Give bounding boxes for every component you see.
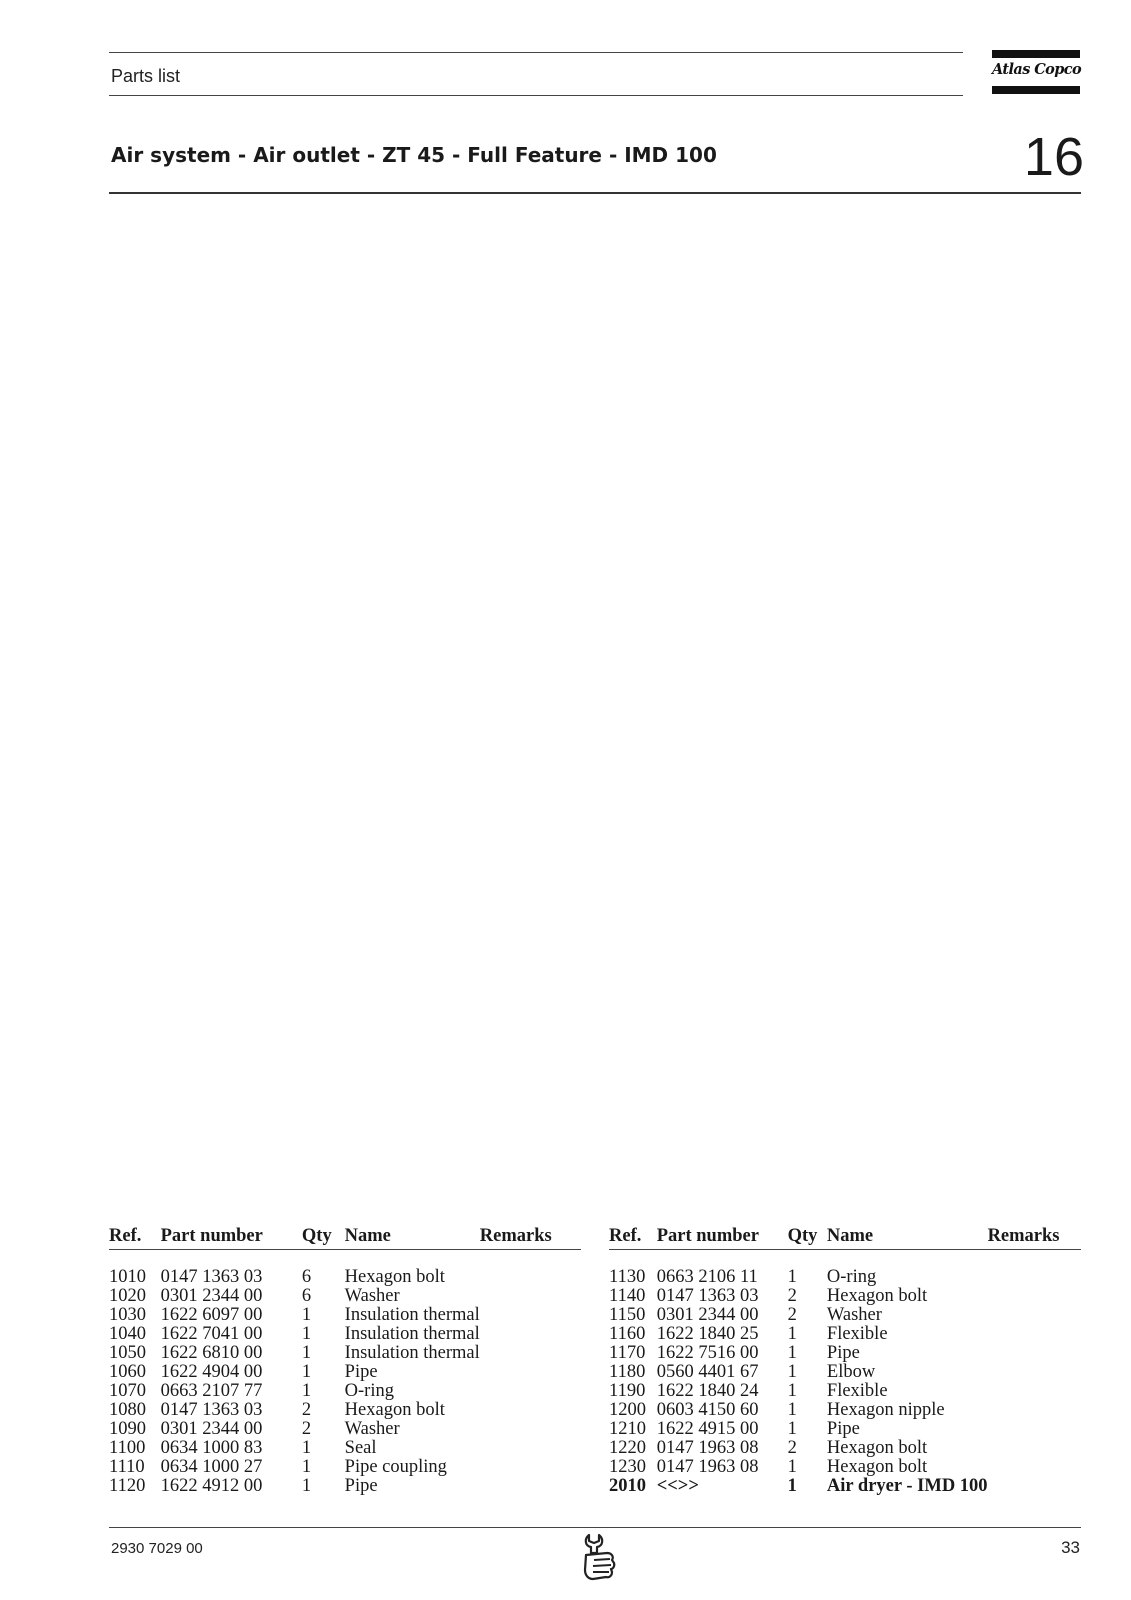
page-number: 33	[1061, 1538, 1080, 1557]
table-row	[609, 1401, 1081, 1420]
cell-ref: 1210	[609, 1419, 646, 1439]
table-row	[109, 1344, 581, 1363]
cell-remarks	[480, 1363, 581, 1382]
cell-remarks	[988, 1401, 1081, 1420]
cell-name: Flexible	[826, 1324, 888, 1344]
table-row	[609, 1344, 1081, 1363]
parts-table-left	[109, 1225, 581, 1496]
cell-ref: 1090	[109, 1419, 146, 1439]
table-row	[609, 1420, 1081, 1439]
table-row	[109, 1306, 581, 1325]
cell-remarks	[988, 1420, 1081, 1439]
parts-table-left-body	[109, 1250, 581, 1497]
cell-part-number: 0147 1963 08	[656, 1438, 759, 1458]
cell-remarks	[480, 1439, 581, 1458]
cell-ref: 1200	[609, 1400, 646, 1420]
table-row	[109, 1250, 581, 1288]
cell-part-number: 0663 2107 77	[160, 1381, 263, 1401]
table-header-row	[609, 1225, 1081, 1250]
logo-bottom-bar	[992, 86, 1080, 94]
cell-remarks	[480, 1382, 581, 1401]
cell-qty: 2	[787, 1286, 797, 1306]
cell-name: Insulation thermal	[344, 1343, 480, 1363]
cell-ref: 1080	[109, 1400, 146, 1420]
cell-qty: 1	[301, 1343, 312, 1363]
cell-part-number: <<>>	[656, 1476, 699, 1496]
cell-part-number: 1622 1840 24	[656, 1381, 759, 1401]
cell-remarks	[480, 1306, 581, 1325]
cell-remarks	[988, 1287, 1081, 1306]
section-number: 16	[1023, 127, 1084, 187]
logo-wordmark: Atlas Copco	[992, 61, 1082, 78]
document-number: 2930 7029 00	[111, 1540, 203, 1557]
cell-name: O-ring	[826, 1267, 877, 1287]
table-row	[609, 1477, 1081, 1496]
cell-part-number: 0634 1000 27	[160, 1457, 263, 1477]
cell-ref: 1040	[109, 1324, 146, 1344]
column-header-part-number: Part number	[657, 1225, 788, 1250]
cell-remarks	[480, 1420, 581, 1439]
table-row	[609, 1439, 1081, 1458]
cell-ref: 2010	[609, 1476, 646, 1496]
cell-part-number: 0147 1963 08	[656, 1457, 759, 1477]
title-rule	[109, 192, 1081, 194]
cell-ref: 1100	[109, 1438, 146, 1458]
table-row	[609, 1250, 1081, 1288]
cell-ref: 1170	[609, 1343, 646, 1363]
section-label: Parts list	[111, 66, 181, 86]
table-header-row	[109, 1225, 581, 1250]
cell-remarks	[480, 1344, 581, 1363]
table-row	[109, 1325, 581, 1344]
cell-part-number: 0634 1000 83	[160, 1438, 263, 1458]
cell-ref: 1160	[609, 1324, 646, 1344]
column-header-qty: Qty	[302, 1225, 345, 1250]
cell-ref: 1130	[609, 1267, 646, 1287]
cell-ref: 1030	[109, 1305, 146, 1325]
cell-name: Elbow	[826, 1362, 876, 1382]
cell-qty: 1	[301, 1438, 312, 1458]
cell-qty: 2	[301, 1419, 312, 1439]
cell-ref: 1220	[609, 1438, 646, 1458]
cell-ref: 1070	[109, 1381, 146, 1401]
cell-qty: 1	[301, 1362, 312, 1382]
cell-part-number: 1622 1840 25	[656, 1324, 759, 1344]
cell-remarks	[988, 1439, 1081, 1458]
cell-remarks	[480, 1325, 581, 1344]
cell-remarks	[988, 1363, 1081, 1382]
cell-ref: 1120	[109, 1476, 146, 1496]
cell-qty: 2	[787, 1305, 797, 1325]
cell-name: Hexagon bolt	[344, 1400, 445, 1420]
cell-qty: 2	[787, 1438, 797, 1458]
cell-ref: 1140	[609, 1286, 646, 1306]
cell-remarks	[988, 1250, 1081, 1288]
cell-name: Pipe	[344, 1362, 378, 1382]
cell-qty: 1	[787, 1419, 797, 1439]
cell-qty: 1	[301, 1457, 312, 1477]
cell-remarks	[480, 1477, 581, 1496]
cell-part-number: 1622 7516 00	[656, 1343, 759, 1363]
drawing-area	[109, 200, 1081, 1210]
cell-name: Hexagon bolt	[344, 1267, 445, 1287]
column-header-remarks: Remarks	[480, 1225, 581, 1250]
logo-top-bar	[992, 50, 1080, 58]
column-header-name: Name	[827, 1225, 988, 1250]
cell-name: Insulation thermal	[344, 1305, 480, 1325]
cell-name: Air dryer - IMD 100	[826, 1476, 988, 1496]
cell-part-number: 0301 2344 00	[160, 1419, 263, 1439]
table-row	[609, 1306, 1081, 1325]
table-row	[609, 1363, 1081, 1382]
parts-table-right-body	[609, 1250, 1081, 1497]
table-row	[109, 1401, 581, 1420]
cell-part-number: 0147 1363 03	[160, 1267, 263, 1287]
cell-name: Pipe coupling	[344, 1457, 447, 1477]
column-header-name: Name	[345, 1225, 480, 1250]
table-row	[109, 1477, 581, 1496]
table-row	[109, 1382, 581, 1401]
cell-part-number: 1622 6810 00	[160, 1343, 263, 1363]
cell-ref: 1180	[609, 1362, 646, 1382]
cell-name: Washer	[826, 1305, 882, 1325]
cell-remarks	[988, 1458, 1081, 1477]
cell-name: Washer	[344, 1419, 400, 1439]
table-row	[109, 1458, 581, 1477]
cell-part-number: 0147 1363 03	[656, 1286, 759, 1306]
header-bottom-rule	[109, 95, 963, 96]
cell-part-number: 0147 1363 03	[160, 1400, 263, 1420]
table-row	[609, 1325, 1081, 1344]
cell-part-number: 1622 4915 00	[656, 1419, 759, 1439]
cell-qty: 6	[301, 1286, 312, 1306]
cell-part-number: 0301 2344 00	[160, 1286, 263, 1306]
cell-ref: 1010	[109, 1267, 146, 1287]
service-wrench-hand-icon	[581, 1533, 617, 1581]
column-header-remarks: Remarks	[988, 1225, 1081, 1250]
cell-ref: 1150	[609, 1305, 646, 1325]
cell-name: Insulation thermal	[344, 1324, 480, 1344]
cell-qty: 1	[787, 1476, 797, 1496]
cell-qty: 1	[787, 1381, 797, 1401]
header-top-rule	[109, 52, 963, 53]
cell-qty: 1	[787, 1343, 797, 1363]
cell-qty: 6	[301, 1267, 312, 1287]
cell-part-number: 1622 4904 00	[160, 1362, 263, 1382]
cell-qty: 1	[301, 1381, 312, 1401]
parts-table-right	[609, 1225, 1081, 1496]
cell-name: O-ring	[344, 1381, 394, 1401]
footer-rule	[109, 1527, 1081, 1528]
cell-qty: 1	[301, 1324, 312, 1344]
cell-remarks	[480, 1401, 581, 1420]
cell-ref: 1110	[109, 1457, 145, 1477]
cell-qty: 1	[787, 1400, 797, 1420]
cell-part-number: 0603 4150 60	[656, 1400, 759, 1420]
cell-qty: 1	[787, 1457, 797, 1477]
column-header-ref: Ref.	[609, 1225, 657, 1250]
cell-part-number: 0663 2106 11	[656, 1267, 758, 1287]
cell-ref: 1060	[109, 1362, 146, 1382]
cell-part-number: 1622 6097 00	[160, 1305, 263, 1325]
cell-qty: 1	[301, 1476, 312, 1496]
cell-remarks	[988, 1382, 1081, 1401]
cell-remarks	[988, 1477, 1081, 1496]
cell-qty: 2	[301, 1400, 312, 1420]
cell-remarks	[480, 1458, 581, 1477]
cell-ref: 1230	[609, 1457, 646, 1477]
cell-qty: 1	[787, 1267, 797, 1287]
cell-part-number: 1622 7041 00	[160, 1324, 263, 1344]
cell-ref: 1050	[109, 1343, 146, 1363]
cell-name: Washer	[344, 1286, 400, 1306]
cell-ref: 1020	[109, 1286, 146, 1306]
cell-name: Hexagon bolt	[826, 1286, 928, 1306]
cell-remarks	[988, 1344, 1081, 1363]
cell-remarks	[480, 1250, 581, 1288]
cell-name: Seal	[344, 1438, 377, 1458]
table-row	[109, 1439, 581, 1458]
cell-part-number: 1622 4912 00	[160, 1476, 263, 1496]
cell-part-number: 0560 4401 67	[656, 1362, 759, 1382]
column-header-qty: Qty	[788, 1225, 827, 1250]
cell-name: Hexagon bolt	[826, 1438, 928, 1458]
cell-remarks	[480, 1287, 581, 1306]
cell-name: Hexagon nipple	[826, 1400, 945, 1420]
table-row	[609, 1287, 1081, 1306]
cell-remarks	[988, 1325, 1081, 1344]
table-row	[109, 1287, 581, 1306]
cell-remarks	[988, 1306, 1081, 1325]
cell-name: Hexagon bolt	[826, 1457, 928, 1477]
table-row	[109, 1363, 581, 1382]
cell-name: Pipe	[826, 1419, 860, 1439]
column-header-part-number: Part number	[161, 1225, 302, 1250]
cell-part-number: 0301 2344 00	[656, 1305, 759, 1325]
table-row	[609, 1382, 1081, 1401]
cell-qty: 1	[787, 1324, 797, 1344]
column-header-ref: Ref.	[109, 1225, 161, 1250]
cell-qty: 1	[301, 1305, 312, 1325]
cell-name: Pipe	[344, 1476, 378, 1496]
page-title: Air system - Air outlet - ZT 45 - Full Feature - IMD 100	[111, 143, 717, 167]
table-row	[609, 1458, 1081, 1477]
table-row	[109, 1420, 581, 1439]
atlas-copco-logo	[992, 50, 1080, 94]
cell-name: Flexible	[826, 1381, 888, 1401]
cell-name: Pipe	[826, 1343, 860, 1363]
cell-ref: 1190	[609, 1381, 646, 1401]
cell-qty: 1	[787, 1362, 797, 1382]
